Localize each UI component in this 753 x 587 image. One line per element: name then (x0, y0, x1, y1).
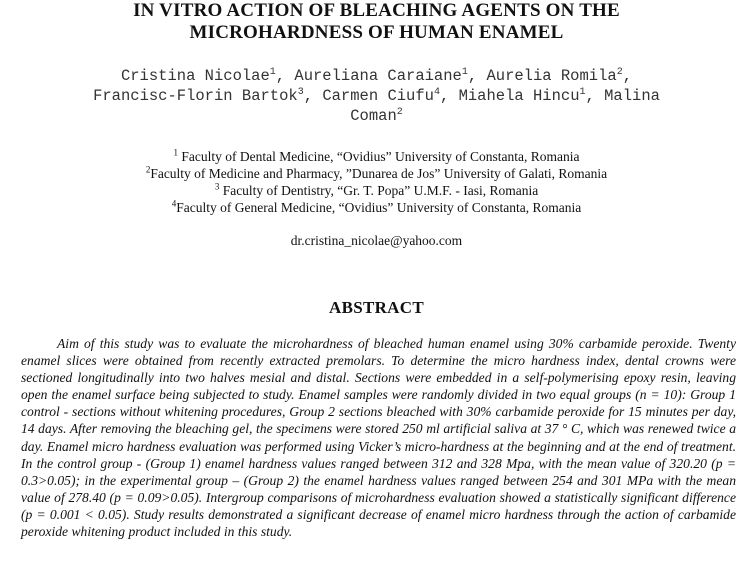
author-separator: , (275, 67, 295, 85)
affiliation-marker: 1 (173, 147, 178, 158)
title-line-2: MICROHARDNESS OF HUMAN ENAMEL (189, 22, 564, 43)
author-name: Aurelia Romila (486, 67, 617, 85)
affiliation-text: Faculty of Dentistry, “Gr. T. Popa” U.M.F. - Iasi, Romania (219, 183, 539, 198)
affiliation-3 (0, 182, 753, 199)
author-name: Cristina Nicolae (120, 67, 270, 85)
author-name: Coman (350, 107, 397, 125)
affiliation-2 (0, 165, 753, 182)
affiliation-text: Faculty of Dental Medicine, “Ovidius” University of Constanta, Romania (177, 149, 580, 164)
author-line-3 (0, 106, 753, 126)
author-separator: , (439, 87, 459, 105)
affiliation-marker: 2 (145, 164, 151, 175)
affiliation-text: Faculty of Medicine and Pharmacy, ”Dunarea de Jos” University of Galati, Romania (150, 166, 608, 181)
affiliation-list (0, 148, 753, 216)
author-line-2 (0, 86, 753, 106)
affiliation-4 (0, 199, 753, 216)
author-name: Carmen Ciufu (322, 87, 434, 105)
author-name: Miahela Hincu (458, 87, 580, 105)
title-line-1: IN VITRO ACTION OF BLEACHING AGENTS ON THE (133, 0, 620, 21)
affiliation-marker: 4 (171, 198, 177, 209)
abstract-heading: ABSTRACT (329, 298, 424, 317)
corresponding-email: dr.cristina_nicolae@yahoo.com (290, 233, 463, 248)
author-list (0, 66, 753, 126)
affiliation-marker: 3 (214, 181, 220, 192)
author-affiliation-marker: 2 (616, 66, 623, 78)
author-affiliation-marker: 3 (297, 86, 304, 98)
paper-title (0, 0, 753, 44)
author-separator: , (303, 87, 323, 105)
author-name: Malina (604, 87, 660, 105)
author-affiliation-marker: 2 (396, 106, 403, 118)
author-separator: , (467, 67, 487, 85)
author-line-1 (0, 66, 753, 86)
author-separator: , (585, 87, 605, 105)
affiliation-1 (0, 148, 753, 165)
author-separator: , (622, 67, 633, 85)
author-affiliation-marker: 1 (461, 66, 468, 78)
author-name: Aureliana Caraiane (294, 67, 462, 85)
author-affiliation-marker: 4 (433, 86, 440, 98)
author-affiliation-marker: 1 (579, 86, 586, 98)
author-affiliation-marker: 1 (269, 66, 276, 78)
abstract-body: Aim of this study was to evaluate the microhardness of bleached human enamel using 30% carbamide peroxide. Twenty enamel slices were obtained from recently extracted premolars. To determine the micro hardness index, dental crowns were sectioned longitudinally into two halves mesial and distal. Sections were embedded in a self-polymerising epoxy resin, leaving open the enamel surface being subjected to study. Enamel samples were randomly divided in two equal groups (n = 10): Group 1 control - sections without whitening procedures, Group 2 sections bleached with 30% carbamide peroxide for 15 minutes per day, 14 days. After removing the bleaching gel, the specimens were stored 250 ml artificial saliva at 37 ° C, which was renewed twice a day. Enamel micro hardness evaluation was performed using Vicker’s micro-hardness at the beginning and at the end of treatment. In the control group - (Group 1) enamel hardness values ranged between 312 and 328 Mpa, with the mean value of 320.20 (p = 0.3>0.05); in the experimental group – (Group 2) the enamel hardness values ranged between 254 and 301 MPa with the mean value of 278.40 (p = 0.09>0.05). Intergroup comparisons of microhardness evaluation showed a statistically significant difference (p = 0.001 < 0.05). Study results demonstrated a significant decrease of enamel micro hardness through the action of carbamide peroxide whitening product included in this study. (21, 336, 736, 540)
author-name: Francisc-Florin Bartok (93, 87, 298, 105)
affiliation-text: Faculty of General Medicine, “Ovidius” University of Constanta, Romania (176, 200, 582, 215)
